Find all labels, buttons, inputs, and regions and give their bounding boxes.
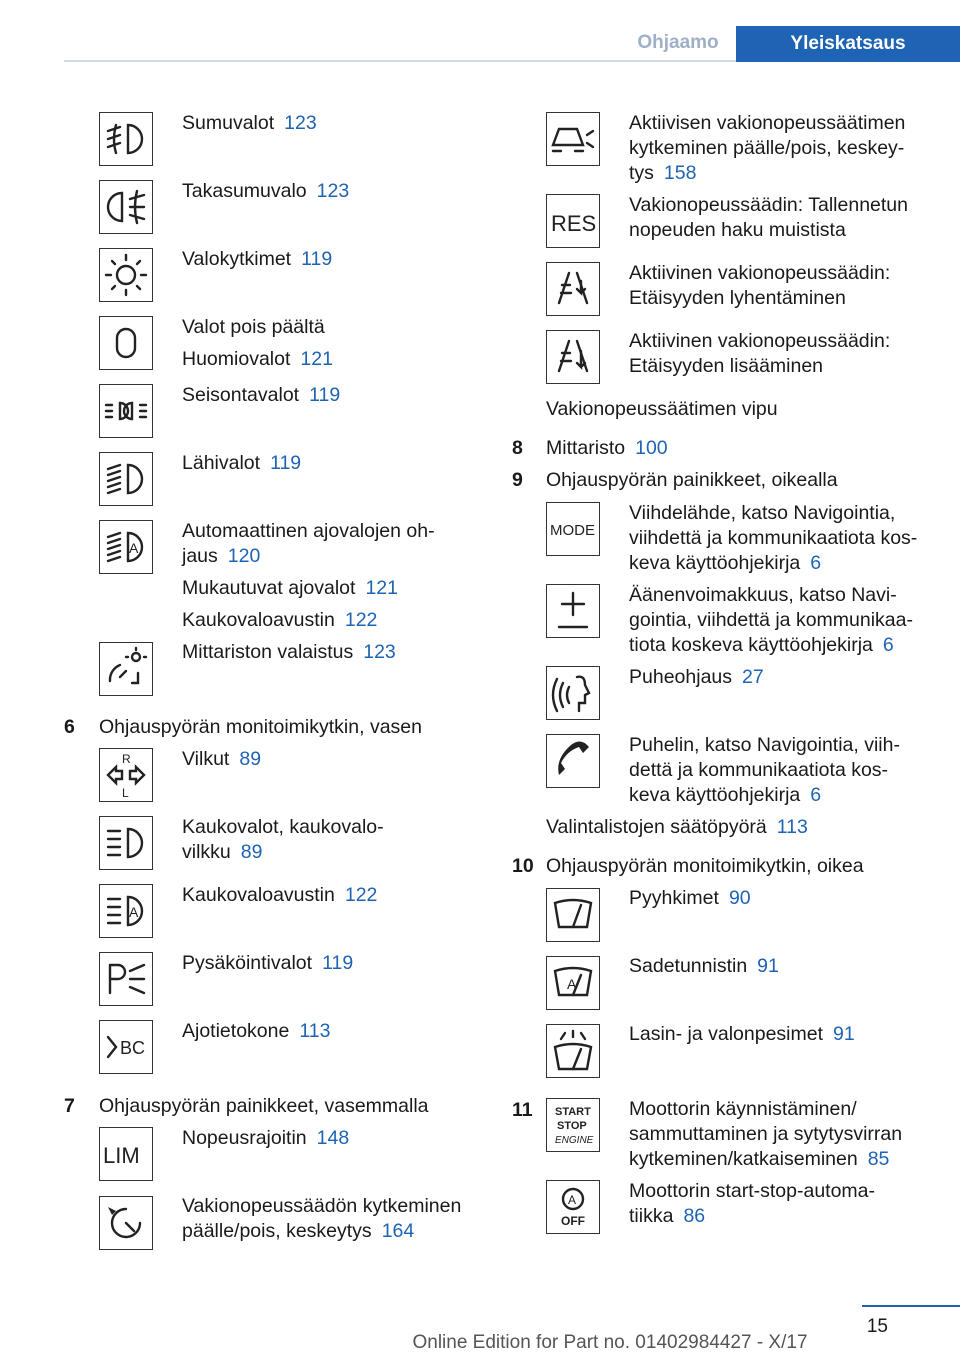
entry-label: Aktiivisen vakionopeussäätimen bbox=[629, 112, 906, 134]
entry-label: Ajotietokone bbox=[182, 1020, 290, 1042]
entry-text bbox=[629, 1204, 705, 1229]
entry-label: kytkeminen päälle/pois, keskey- bbox=[629, 137, 905, 159]
entry-text bbox=[182, 1219, 414, 1244]
svg-text:A: A bbox=[129, 904, 139, 920]
fog-light-icon bbox=[99, 112, 153, 166]
page-reference-link[interactable]: 121 bbox=[300, 348, 333, 370]
instrument-lighting-icon bbox=[99, 642, 153, 696]
entry-text bbox=[629, 1022, 855, 1047]
svg-text:ENGINE: ENGINE bbox=[555, 1135, 594, 1146]
entry-text bbox=[182, 815, 384, 840]
entry-label: Mittariston valaistus bbox=[182, 641, 354, 663]
entry-text bbox=[182, 840, 262, 865]
svg-text:A: A bbox=[567, 976, 577, 992]
page-reference-link[interactable]: 6 bbox=[810, 784, 822, 806]
page-reference-link[interactable]: 89 bbox=[240, 841, 263, 863]
entry-label: Pysäköintivalot bbox=[182, 952, 313, 974]
entry-label: Takasumuvalo bbox=[182, 180, 307, 202]
entry-text bbox=[629, 758, 888, 783]
page-reference-link[interactable]: 123 bbox=[316, 180, 350, 202]
page-reference-link[interactable]: 89 bbox=[239, 748, 262, 770]
entry-label: Vilkut bbox=[182, 748, 230, 770]
entry-label: vilkku bbox=[182, 841, 231, 863]
section-title bbox=[546, 468, 838, 493]
entry-label: Seisontavalot bbox=[182, 384, 300, 406]
entry-label: Pyyhkimet bbox=[629, 887, 719, 909]
entry-text bbox=[182, 383, 340, 408]
turn-signal-icon bbox=[99, 748, 153, 802]
entry-text bbox=[629, 526, 917, 551]
entry-label: Sadetunnistin bbox=[629, 955, 748, 977]
svg-text:STOP: STOP bbox=[557, 1120, 587, 1132]
entry-text bbox=[182, 640, 396, 665]
page-reference-link[interactable]: 122 bbox=[344, 884, 378, 906]
entry-text bbox=[629, 136, 904, 161]
page-reference-link[interactable]: 27 bbox=[742, 666, 764, 688]
start-stop-button-icon bbox=[546, 1098, 600, 1152]
page-reference-link[interactable]: 122 bbox=[344, 609, 378, 631]
washer-icon bbox=[546, 1024, 600, 1078]
entry-label: tiikka bbox=[629, 1205, 674, 1227]
entry-label: Nopeusrajoitin bbox=[182, 1127, 307, 1149]
wiper-icon bbox=[546, 888, 600, 942]
light-switch-icon bbox=[99, 248, 153, 302]
onboard-computer-icon bbox=[99, 1020, 153, 1074]
section-title-text: Ohjauspyörän painikkeet, vasemmalla bbox=[99, 1095, 429, 1117]
entry-text bbox=[182, 315, 325, 340]
volume-icon bbox=[546, 584, 600, 638]
high-beam-icon bbox=[99, 816, 153, 870]
entry-label: Mukautuvat ajovalot bbox=[182, 577, 356, 599]
entry-label: Aktiivinen vakionopeussäädin: bbox=[629, 262, 891, 284]
svg-text:A: A bbox=[568, 1193, 577, 1207]
entry-text bbox=[182, 747, 261, 772]
section-title-text: Ohjauspyörän painikkeet, oikealla bbox=[546, 469, 838, 491]
svg-text:START: START bbox=[555, 1106, 591, 1118]
voice-control-icon bbox=[546, 666, 600, 720]
page-reference-link[interactable]: 158 bbox=[663, 162, 697, 184]
entry-text bbox=[629, 633, 894, 658]
page-reference-link[interactable]: 86 bbox=[683, 1205, 706, 1227]
entry-text bbox=[629, 161, 696, 186]
entry-text bbox=[629, 954, 779, 979]
entry-label: Lasin- ja valonpesimet bbox=[629, 1023, 824, 1045]
section-number: 10 bbox=[512, 855, 534, 877]
entry-label: keva käyttöohjekirja bbox=[629, 784, 801, 806]
auto-start-stop-off-icon bbox=[546, 1180, 600, 1234]
entry-label: keva käyttöohjekirja bbox=[629, 552, 801, 574]
entry-text bbox=[629, 329, 890, 354]
section-title-text: Ohjauspyörän monitoimikytkin, oikea bbox=[546, 855, 864, 877]
entry-text bbox=[629, 1147, 889, 1172]
entry-label: Valintalistojen säätöpyörä bbox=[546, 816, 767, 838]
entry-text bbox=[182, 451, 301, 476]
entry-text bbox=[182, 347, 333, 372]
svg-text:L: L bbox=[122, 786, 129, 800]
page-reference-link[interactable]: 119 bbox=[322, 952, 354, 974]
entry-text bbox=[629, 218, 846, 243]
edition-footer: Online Edition for Part no. 01402984427 - X/17 bbox=[412, 1332, 808, 1353]
rain-sensor-icon bbox=[546, 956, 600, 1010]
entry-text bbox=[629, 733, 900, 758]
page-reference-link[interactable]: 164 bbox=[381, 1220, 415, 1242]
high-beam-assist-icon bbox=[99, 884, 153, 938]
section-number: 7 bbox=[64, 1095, 75, 1117]
entry-text bbox=[182, 1126, 349, 1151]
svg-text:OFF: OFF bbox=[561, 1214, 585, 1228]
entry-text bbox=[182, 1194, 461, 1219]
entry-label: Kaukovaloavustin bbox=[182, 609, 335, 631]
page-reference-link[interactable]: 91 bbox=[757, 955, 779, 977]
section-title-text: Vakionopeussäätimen vipu bbox=[546, 398, 778, 420]
entry-label: Puhelin, katso Navigointia, viih- bbox=[629, 734, 900, 756]
section-number: 9 bbox=[512, 469, 523, 491]
tab-ohjaamo[interactable]: Ohjaamo bbox=[637, 32, 719, 53]
entry-text bbox=[546, 815, 808, 840]
section-title-text: Mittaristo bbox=[546, 437, 626, 459]
entry-text bbox=[182, 519, 435, 544]
parking-lights-icon bbox=[99, 384, 153, 438]
section-title bbox=[546, 436, 668, 461]
entry-text bbox=[629, 886, 751, 911]
entry-label: Lähivalot bbox=[182, 452, 261, 474]
entry-text bbox=[182, 576, 398, 601]
entry-label: Valokytkimet bbox=[182, 248, 292, 270]
auto-headlight-icon bbox=[99, 520, 153, 574]
lights-off-icon bbox=[99, 316, 153, 370]
section-title-text: Ohjauspyörän monitoimikytkin, vasen bbox=[99, 716, 422, 738]
svg-text:RES: RES bbox=[551, 211, 597, 236]
entry-label: dettä ja kommunikaatiota kos- bbox=[629, 759, 889, 781]
entry-label: Vakionopeussäädin: Tallennetun bbox=[629, 194, 908, 216]
svg-text:R: R bbox=[122, 752, 131, 766]
section-number: 11 bbox=[512, 1099, 533, 1121]
entry-text bbox=[629, 354, 823, 379]
section-number: 8 bbox=[512, 437, 523, 459]
entry-label: tiota koskeva käyttöohjekirja bbox=[629, 634, 873, 656]
page-reference-link[interactable]: 90 bbox=[728, 887, 751, 909]
page-reference-link[interactable]: 123 bbox=[284, 112, 317, 134]
page-reference-link[interactable]: 6 bbox=[810, 552, 822, 574]
entry-label: Etäisyyden lyhentäminen bbox=[629, 287, 846, 309]
footer-rule bbox=[862, 1305, 960, 1307]
entry-text bbox=[182, 1019, 330, 1044]
entry-text bbox=[629, 501, 895, 526]
entry-label: kytkeminen/katkaiseminen bbox=[629, 1148, 858, 1170]
page-reference-link[interactable]: 123 bbox=[363, 641, 396, 663]
page-reference-link[interactable]: 119 bbox=[309, 384, 341, 406]
entry-text bbox=[182, 544, 260, 569]
entry-label: sammuttaminen ja sytytysvirran bbox=[629, 1123, 903, 1145]
entry-label: Sumuvalot bbox=[182, 112, 275, 134]
entry-text bbox=[182, 608, 377, 633]
entry-label: päälle/pois, keskeytys bbox=[182, 1220, 372, 1242]
entry-label: Moottorin käynnistäminen/ bbox=[629, 1098, 857, 1120]
page-reference-link[interactable]: 119 bbox=[301, 248, 333, 270]
entry-label: Kaukovalot, kaukovalo- bbox=[182, 816, 384, 838]
speed-limiter-icon bbox=[99, 1127, 153, 1181]
entry-text bbox=[629, 286, 846, 311]
svg-text:LIM: LIM bbox=[103, 1143, 140, 1168]
entry-text bbox=[629, 783, 821, 808]
entry-label: Kaukovaloavustin bbox=[182, 884, 335, 906]
page-reference-link[interactable]: 121 bbox=[365, 577, 398, 599]
entry-text bbox=[629, 1097, 857, 1122]
low-beam-icon bbox=[99, 452, 153, 506]
phone-icon bbox=[546, 734, 600, 788]
svg-text:MODE: MODE bbox=[550, 522, 595, 539]
entry-label: Äänenvoimakkuus, katso Navi- bbox=[629, 584, 897, 606]
entry-label: Viihdelähde, katso Navigointia, bbox=[629, 502, 896, 524]
entry-text bbox=[629, 1122, 902, 1147]
page-number: 15 bbox=[866, 1316, 888, 1337]
entry-label: Etäisyyden lisääminen bbox=[629, 355, 824, 377]
entry-text bbox=[629, 551, 821, 576]
entry-text bbox=[629, 608, 913, 633]
page-reference-link[interactable]: 113 bbox=[776, 816, 808, 838]
entry-text bbox=[182, 883, 377, 908]
rear-fog-light-icon bbox=[99, 180, 153, 234]
entry-label: Moottorin start-stop-automa- bbox=[629, 1180, 876, 1202]
res-icon bbox=[546, 194, 600, 248]
page-reference-link[interactable]: 120 bbox=[227, 545, 261, 567]
distance-decrease-icon bbox=[546, 262, 600, 316]
page-reference-link[interactable]: 148 bbox=[316, 1127, 350, 1149]
page-reference-link[interactable]: 100 bbox=[635, 437, 668, 459]
entry-label: nopeuden haku muistista bbox=[629, 219, 846, 241]
cruise-control-icon bbox=[99, 1196, 153, 1250]
entry-text bbox=[629, 261, 890, 286]
entry-label: Valot pois päältä bbox=[182, 316, 325, 338]
entry-label: gointia, viihdettä ja kommunikaa- bbox=[629, 609, 913, 631]
entry-label: Aktiivinen vakionopeussäädin: bbox=[629, 330, 891, 352]
distance-increase-icon bbox=[546, 330, 600, 384]
entry-label: tys bbox=[629, 162, 654, 184]
entry-text bbox=[629, 665, 764, 690]
entry-text bbox=[629, 1179, 875, 1204]
entry-text bbox=[629, 193, 908, 218]
active-cruise-icon bbox=[546, 112, 600, 166]
section-title bbox=[546, 854, 864, 879]
parking-light-icon bbox=[99, 952, 153, 1006]
entry-text bbox=[182, 951, 353, 976]
page-reference-link[interactable]: 85 bbox=[867, 1148, 890, 1170]
page-reference-link[interactable]: 91 bbox=[833, 1023, 855, 1045]
svg-text:BC: BC bbox=[120, 1038, 146, 1058]
page-reference-link[interactable]: 119 bbox=[270, 452, 302, 474]
mode-icon bbox=[546, 502, 600, 556]
entry-text bbox=[629, 583, 897, 608]
page-reference-link[interactable]: 113 bbox=[299, 1020, 331, 1042]
entry-label: Automaattinen ajovalojen oh- bbox=[182, 520, 435, 542]
section-title bbox=[99, 715, 422, 740]
tab-yleiskatsaus[interactable]: Yleiskatsaus bbox=[736, 26, 960, 62]
section-title bbox=[99, 1094, 429, 1119]
entry-text bbox=[182, 247, 332, 272]
entry-label: Huomiovalot bbox=[182, 348, 291, 370]
entry-text bbox=[629, 111, 905, 136]
section-title bbox=[546, 397, 778, 422]
section-number: 6 bbox=[64, 716, 75, 738]
svg-text:A: A bbox=[129, 540, 139, 556]
entry-label: viihdettä ja kommunikaatiota kos- bbox=[629, 527, 918, 549]
entry-label: Vakionopeussäädön kytkeminen bbox=[182, 1195, 462, 1217]
entry-label: Puheohjaus bbox=[629, 666, 733, 688]
entry-label: jaus bbox=[182, 545, 218, 567]
entry-text bbox=[182, 179, 349, 204]
entry-text bbox=[182, 111, 317, 136]
page-reference-link[interactable]: 6 bbox=[882, 634, 894, 656]
